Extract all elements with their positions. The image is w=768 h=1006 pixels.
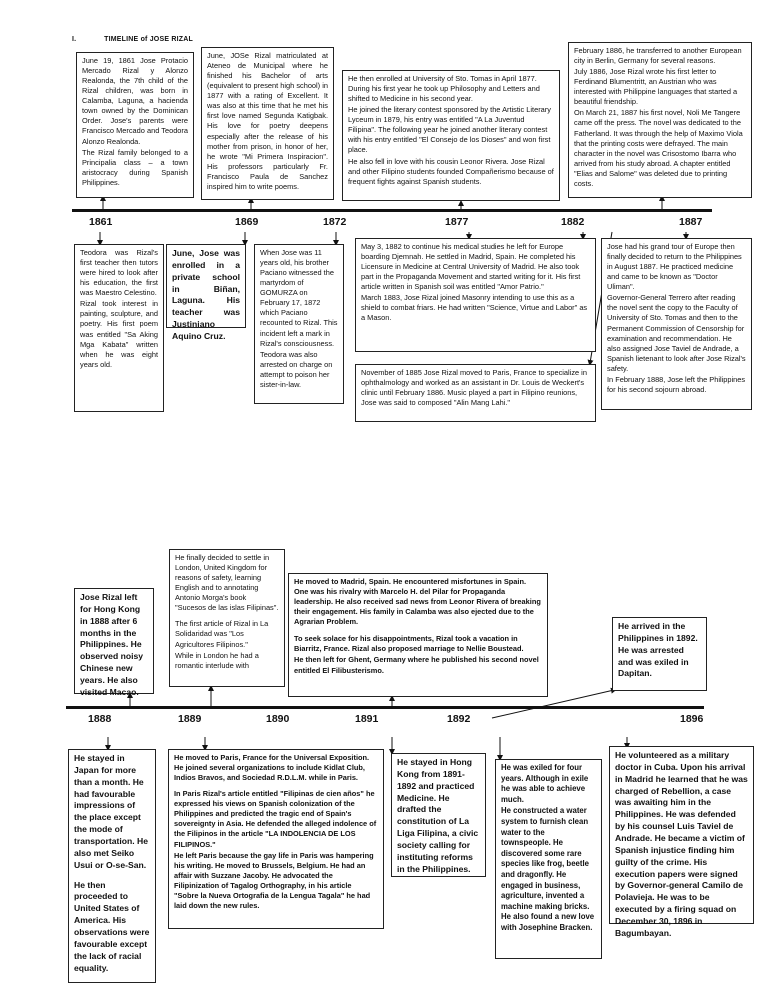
heading-number: I. bbox=[72, 36, 77, 43]
event-text: While in London he had a romantic interlude with bbox=[175, 650, 259, 670]
event-text: He stayed in Japan for more than a month. He had favourable impressions of the place except the mode of transportation. He also met Seiko Usui or O-se-San. bbox=[74, 753, 149, 870]
event-text: June, JOSe Rizal matriculated at Ateneo de Municipal where he finished his Bachelor of arts (equivalent to present high school) in 1877 with a rating of Excellent. It was also at this time that he met his first love named Segunda Katigbak. His love for poetry deepens especially after the release of his mother from prison, in honor of her, he wrote "Mi Primera Inspiracion". His professors particularly Fr. Francisco Paula de Sanchez inspired him to write poems. bbox=[207, 51, 328, 191]
event-box-1869-binan bbox=[166, 244, 246, 342]
timeline-1-year-1877: 1877 bbox=[445, 216, 469, 228]
timeline-2-year-1889: 1889 bbox=[178, 713, 202, 725]
event-text: To seek solace for his disappointments, Rizal took a vacation in Biarritz, France. Rizal also proposed marriage to Nellie Boustead. bbox=[294, 634, 524, 654]
document-heading bbox=[72, 36, 193, 43]
event-text: The first article of Rizal in La Solidaridad was "Los Agricultores Filipinos." bbox=[175, 619, 269, 649]
event-text: He moved to Madrid, Spain. He encountered misfortunes in Spain. One was his rivalry with Marcelo H. del Pilar for Propaganda leadership. He also received sad news from Leonor Rivera of breaking their engagement. His family in Calamba was also ejected due to the Agrarian Problem. bbox=[294, 577, 541, 627]
event-text: Governor-General Terrero after reading the novel sent the copy to the Faculty of University of Sto. Tomas and then to the Permanent Commission of Censorship for examination and recommendation. He also assigned Jose Taviel de Andrade, a Spanish lietenant to look after Jose Rizal's safety. bbox=[607, 293, 746, 373]
timeline-2-year-1892: 1892 bbox=[447, 713, 471, 725]
event-text: June, Jose was enrolled in a private school in Biñan, Laguna. His teacher was Justiniano Aquino Cruz. bbox=[172, 248, 240, 342]
timeline-1-year-1872: 1872 bbox=[323, 216, 347, 228]
event-box-1891-madrid bbox=[288, 573, 548, 697]
event-text: Jose Rizal left for Hong Kong in 1888 after 6 months in the Philippines. He observed noisy Chinese new years. He also visited Macao. bbox=[80, 592, 144, 697]
event-box-1888-japan bbox=[68, 749, 156, 983]
event-text: The Rizal family belonged to a Principalia class – a town aristocracy during Spanish Philippines. bbox=[82, 147, 188, 187]
event-box-1861-birth bbox=[76, 52, 194, 198]
timeline-1-year-1887: 1887 bbox=[679, 216, 703, 228]
event-box-1872-gomburza bbox=[254, 244, 344, 404]
event-text: Rizal took interest in painting, sculpture, and poetry. His first poem was entitled "Sa Aking Mga Kabata" written when he was eight years old. bbox=[80, 299, 158, 369]
event-box-1896-execution bbox=[609, 746, 754, 938]
event-text: He then enrolled at University of Sto. Tomas in April 1877. During his first year he took up Philosophy and Letters and shifted to Medicine in his second year. bbox=[348, 74, 540, 104]
event-text: November of 1885 Jose Rizal moved to Paris, France to specialize in ophthalmology and worked as an assistant in Dr. Louis de Weckert's clinic until February 1886. Music played a part in Filipino reunions, Jose was said to composed "Alin Mang Lahi." bbox=[361, 368, 587, 408]
timeline-1-year-1861: 1861 bbox=[89, 216, 113, 228]
event-text: July 1886, Jose Rizal wrote his first letter to Ferdinand Blumentritt, an Austrian who was interested with Philippine languages that started a beautiful friendship. bbox=[574, 67, 738, 107]
event-text: He left Paris because the gay life in Paris was hampering his writing. He moved to Brussels, Belgium. He had an affair with Suzzane Jacoby. He advocated the Filipinization of Tagalog Orthography, in his article "Sobre la Nueva Ortografia de la Lengua Tagala" he had laid down the new rules. bbox=[174, 850, 374, 910]
event-text: He stayed in Hong Kong from 1891-1892 and practiced Medicine. He drafted the constitution of La Liga Filipina, a civic society calling for instituting reforms in the Philippines. bbox=[397, 757, 479, 874]
heading-title: TIMELINE of JOSE RIZAL bbox=[104, 36, 193, 43]
event-box-1892-arrival bbox=[612, 617, 707, 691]
event-box-1886-berlin bbox=[568, 42, 752, 198]
event-box-1877-ust bbox=[342, 70, 560, 201]
event-box-1882-europe bbox=[355, 238, 596, 352]
event-text: He then left for Ghent, Germany where he published his second novel entitled El Filibusterismo. bbox=[294, 655, 539, 675]
event-text: He moved to Paris, France for the Universal Exposition. He joined several organizations to include Kidlat Club, Indios Bravos, and Sociedad R.D.L.M. while in Paris. bbox=[174, 753, 370, 783]
event-text: May 3, 1882 to continue his medical studies he left for Europe boarding Djemnah. He settled in Madrid, Spain. He completed his Licensure in Medicine at Central University of Madrid. He also took part in the Propaganda Movement and started writing for it. His first article written in Spanish soil was entitled "Amor Patrio." bbox=[361, 242, 581, 292]
timeline-2-year-1890: 1890 bbox=[266, 713, 290, 725]
event-text: In Paris Rizal's article entitled "Filipinas de cien años" he expressed his views on Spanish colonization of the Philippines and predicted the tragic end of Spain's sovereignty in Asia. He defended the alleged indolence of the Filipinos in the article "LA INDOLENCIA DE LOS FILIPINOS." bbox=[174, 789, 377, 849]
event-text: He volunteered as a military doctor in Cuba. Upon his arrival in Madrid he learned that he was charged of Rebellion, a case was awaiting him in the Philippines. He was defended by his counsel Luis Taviel de Andrade. He became a victim of Spanish injustice finding him guilty of the crime. His execution papers were signed by Governor-general Camilo de Polavieja. He was to be executed by a firing squad on December 30, 1896 in Bagumbayan. bbox=[615, 750, 748, 938]
timeline-1-year-1869: 1869 bbox=[235, 216, 259, 228]
event-text: On March 21, 1887 his first novel, Noli Me Tangere came off the press. The novel was dedicated to the Fatherland. It was through the help of Maximo Viola that the printing costs were defrayed. The main character in the novel was Crisostomo Ibarra who arrived from his study abroad. A chapter entitled "Elias and Salome" was deleted due to printing costs. bbox=[574, 108, 743, 188]
event-text: He constructed a water system to furnish clean water to the townspeople. He discovered some rare species like frog, beetle and dragonfly. He engaged in business, agriculture, invented a machine making bricks. He also found a new love with Josephine Bracken. bbox=[501, 806, 595, 932]
event-text: In February 1888, Jose left the Philippines for his second sojourn abroad. bbox=[607, 374, 746, 394]
timeline-2-line bbox=[66, 706, 704, 709]
event-text: Teodora was also arrested on charge on attempt to poison her sister-in-law. bbox=[260, 349, 333, 389]
event-box-1869-ateneo bbox=[201, 47, 334, 200]
event-text: He also fell in love with his cousin Leonor Rivera. Jose Rizal and other Filipino students founded Compañerismo because of frequent fights against Spanish students. bbox=[348, 156, 554, 186]
event-text: He then proceeded to United States of America. His observations were favourable except the lack of racial equality. bbox=[74, 879, 150, 973]
timeline-2-year-1891: 1891 bbox=[355, 713, 379, 725]
timeline-1-year-1882: 1882 bbox=[561, 216, 585, 228]
event-text: Teodora was Rizal's first teacher then tutors were hired to look after his education, the first was Maestro Celestino. bbox=[80, 248, 158, 298]
event-box-1889-london bbox=[169, 549, 285, 687]
event-box-1885-paris bbox=[355, 364, 596, 422]
event-text: February 1886, he transferred to another European city in Berlin, Germany for several reasons. bbox=[574, 46, 742, 66]
event-text: He joined the literary contest sponsored by the Artistic Literary Lyceum in 1879, his entry was entitled "A La Juventud Filipina". The following year he joined another literary contest with his entry entitled "El Consejo de los Dioses" and won first place. bbox=[348, 105, 551, 155]
event-box-1891-hongkong bbox=[391, 753, 486, 877]
event-text: He finally decided to settle in London, United Kingdom for reasons of safety, learning English and to annotating Antonio Morga's book "Sucesos de las islas Filipinas". bbox=[175, 553, 279, 613]
event-text: He was exiled for four years. Although in exile he was able to achieve much. bbox=[501, 763, 589, 804]
event-text: He arrived in the Philippines in 1892. He was arrested and was exiled in Dapitan. bbox=[618, 621, 698, 679]
event-box-1888-hongkong bbox=[74, 588, 154, 697]
event-text: June 19, 1861 Jose Protacio Mercado Rizal y Alonzo Realonda, the 7th child of the Rizal children, was born in Calamba, Laguna, a hacienda town owned by the Dominican Order. Jose's parents were Francisco Mercado and Teodora Alonzo Realonda. bbox=[82, 56, 188, 146]
event-box-1889-paris bbox=[168, 749, 384, 929]
timeline-1-line bbox=[72, 209, 712, 212]
timeline-2-year-1896: 1896 bbox=[680, 713, 704, 725]
timeline-2-year-1888: 1888 bbox=[88, 713, 112, 725]
event-box-1887-return bbox=[601, 238, 752, 410]
event-box-1861-teacher bbox=[74, 244, 164, 412]
event-text: When Jose was 11 years old, his brother Paciano witnessed the martyrdom of GOMURZA on February 17, 1872 which Paciano recounted to Rizal. This incident left a mark in Rizal's consciousness. bbox=[260, 248, 338, 348]
event-box-1892-exile bbox=[495, 759, 602, 959]
event-text: Jose had his grand tour of Europe then finally decided to return to the Philippines in August 1887. He practiced medicine and came to be known as "Doctor Uliman". bbox=[607, 242, 742, 292]
event-text: March 1883, Jose Rizal joined Masonry intending to use this as a shield to combat friars. He had written "Science, Virtue and Labor" as a Mason. bbox=[361, 293, 588, 323]
